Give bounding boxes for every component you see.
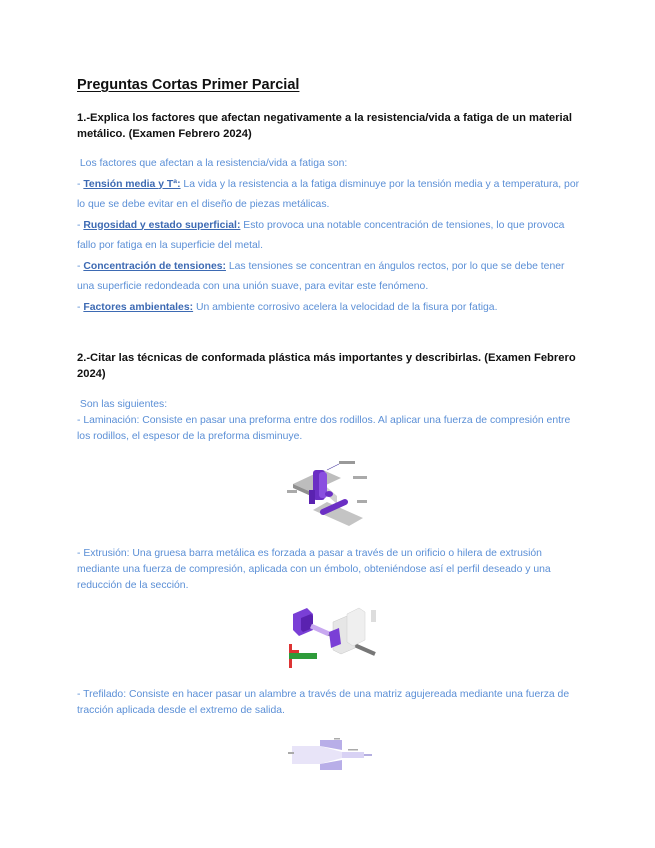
extrusion-diagram-image [283,604,383,674]
factor-description: La vida y la resistencia a la fatiga disminuye por la tensión media y a temperatura, por lo que se debe evitar en el diseño de piezas metálicas. [77,178,580,210]
wire-drawing-diagram-image [280,736,375,772]
factor-item: - Rugosidad y estado superficial: Esto provoca una notable concentración de tensiones, lo que provoca fallo por fatiga en la superficie del metal. [77,219,565,251]
technique-trefilado: - Trefilado: Consiste en hacer pasar un alambre a través de una matriz agujereada mediante una fuerza de tracción aplicada desde el extremo de salida. [77,689,570,716]
factor-description: Esto provoca una notable concentración de tensiones, lo que provoca fallo por fatiga en la superficie del metal. [77,219,565,251]
factor-item: - Factores ambientales: Un ambiente corrosivo acelera la velocidad de la fisura por fatiga. [77,301,498,313]
rolling-diagram-image [283,456,378,528]
factor-label: Concentración de tensiones: [83,260,226,272]
technique-laminacion: - Laminación: Consiste en pasar una preforma entre dos rodillos. Al aplicar una fuerza de compresión entre los rodillos, el espesor de la preforma disminuye. [77,415,571,442]
factor-label: Rugosidad y estado superficial: [83,219,241,231]
answer-intro: Los factores que afectan a la resistencia/vida a fatiga son: [77,158,348,169]
question-2-heading: 2.-Citar las técnicas de conformada plástica más importantes y describirlas. (Examen Febrero 2024) [77,352,576,380]
page-title: Preguntas Cortas Primer Parcial [77,77,300,93]
factor-item: - Concentración de tensiones: Las tensiones se concentran en ángulos rectos, por lo que se debe tener una superficie redondeada con una unión suave, para evitar este fenómeno. [77,260,565,292]
question-2-intro: Son las siguientes: - Laminación: Consiste en pasar una preforma entre dos rodillos. Al aplicar una fuerza de compresión entre los rodillos, el espesor de la preforma disminuye. [77,397,582,445]
technique-extrusion: - Extrusión: Una gruesa barra metálica es forzada a pasar a través de un orificio o hilera de extrusión mediante una fuerza de compresión, aplicada con un émbolo, obteniéndose así el perfil deseado y una reducción de la sección. [77,548,551,591]
question-1-heading: 1.-Explica los factores que afectan negativamente a la resistencia/vida a fatiga de un material metálico. (Examen Febrero 2024) [77,112,572,140]
question-1-answer [77,154,582,318]
factor-label: Tensión media y Tª: [83,178,181,190]
factor-description: Un ambiente corrosivo acelera la velocidad de la fisura por fatiga. [193,301,498,313]
factor-item: - Tensión media y Tª: La vida y la resistencia a la fatiga disminuye por la tensión media y a temperatura, por lo que se debe evitar en el diseño de piezas metálicas. [77,178,580,210]
factor-label: Factores ambientales: [83,301,194,313]
factor-description: Las tensiones se concentran en ángulos rectos, por lo que se debe tener una superficie redondeada con una unión suave, para evitar este fenómeno. [77,260,565,292]
